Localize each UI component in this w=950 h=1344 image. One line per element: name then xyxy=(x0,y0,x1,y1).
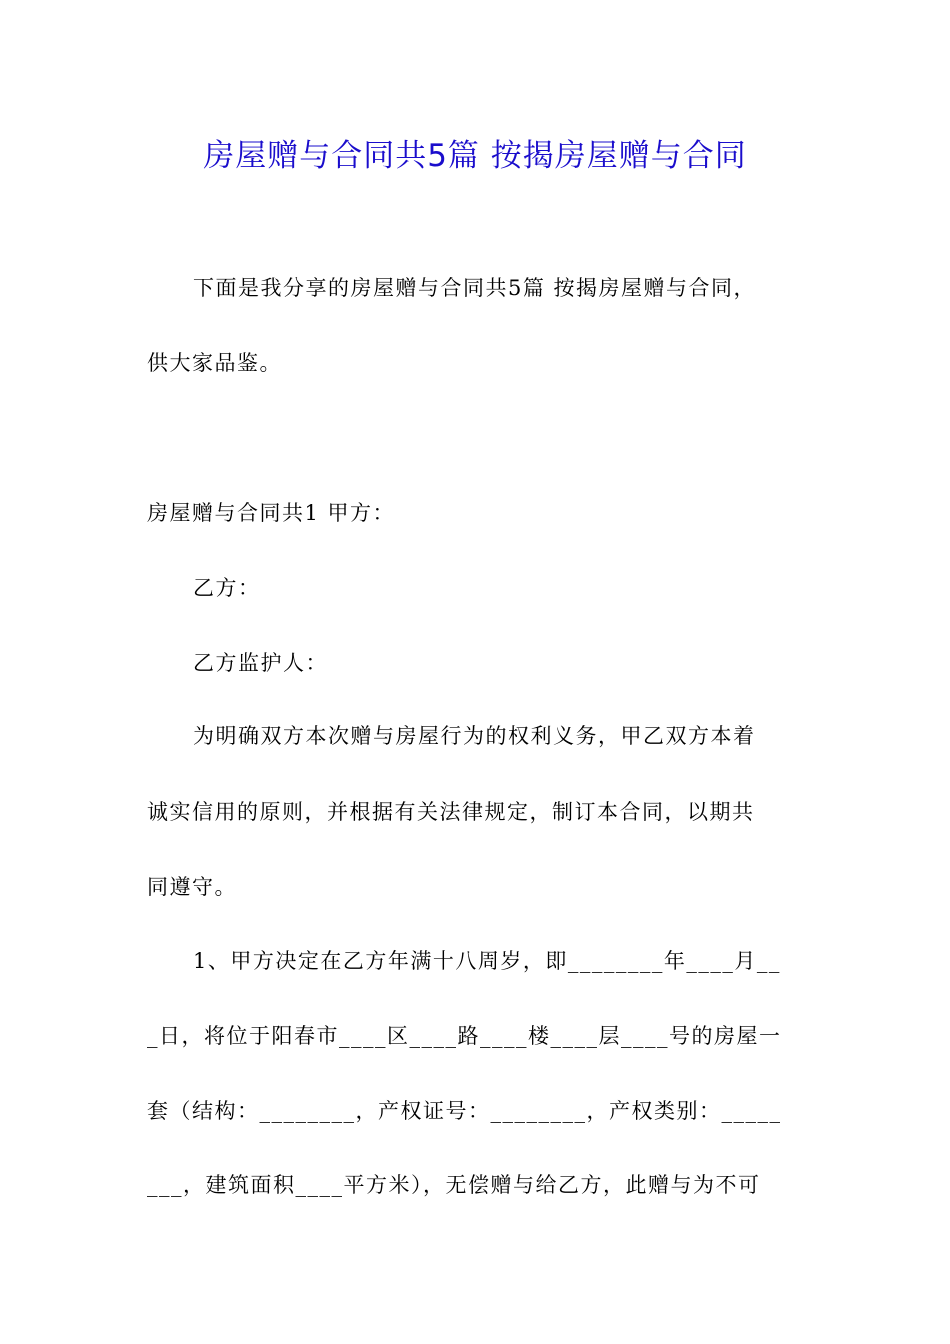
paragraph-line: 房屋赠与合同共1 甲方： xyxy=(147,501,396,525)
paragraph-line: 诚实信用的原则，并根据有关法律规定，制订本合同，以期共 xyxy=(147,800,755,824)
paragraph-line: 为明确双方本次赠与房屋行为的权利义务，甲乙双方本着 xyxy=(193,724,756,748)
paragraph-line: 乙方： xyxy=(193,576,261,600)
paragraph-line: 下面是我分享的房屋赠与合同共5篇 按揭房屋赠与合同， xyxy=(193,276,757,300)
paragraph-line: 乙方监护人： xyxy=(193,651,328,675)
paragraph-line: 供大家品鉴。 xyxy=(147,351,282,375)
paragraph-line: ___，建筑面积____平方米），无偿赠与给乙方，此赠与为不可 xyxy=(147,1173,761,1197)
paragraph-line: 1、甲方决定在乙方年满十八周岁，即________年____月__ xyxy=(193,949,781,973)
paragraph-line: _日，将位于阳春市____区____路____楼____层____号的房屋一 xyxy=(147,1024,782,1048)
paragraph-line: 同遵守。 xyxy=(147,875,237,899)
paragraph-line: 套（结构：________，产权证号：________，产权类别：_____ xyxy=(147,1099,782,1123)
document-title: 房屋赠与合同共5篇 按揭房屋赠与合同 xyxy=(203,138,747,174)
